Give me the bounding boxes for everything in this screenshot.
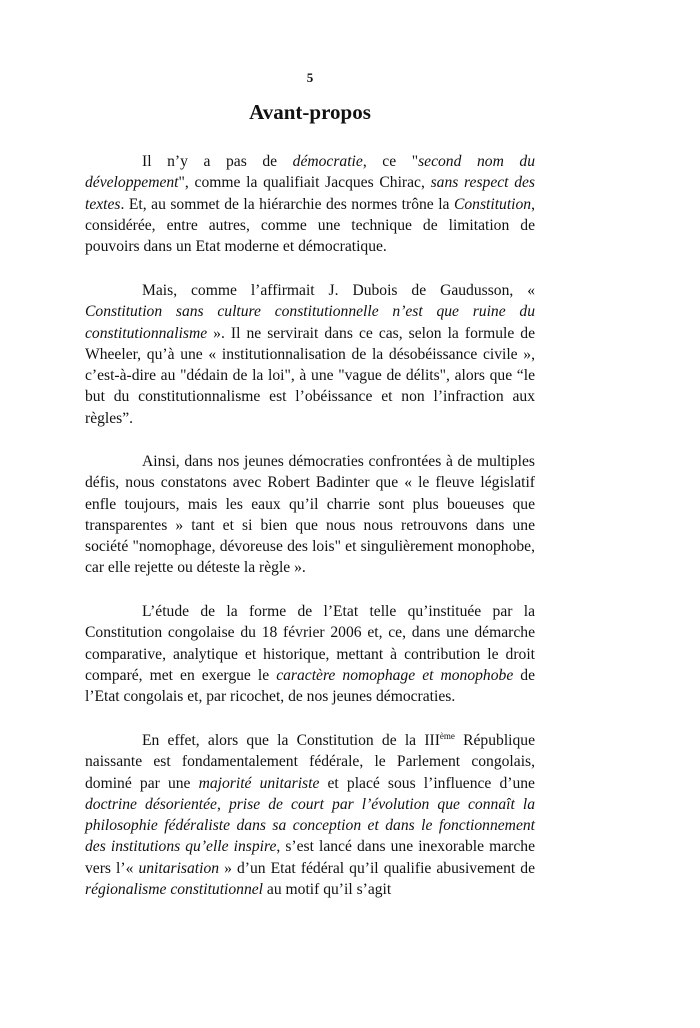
italic-text: régionalisme constitutionnel — [85, 881, 264, 899]
text-run: ", comme la qualifiait Jacques Chirac, — [178, 174, 431, 192]
superscript-text: ème — [439, 731, 455, 741]
italic-text: majorité unitariste — [198, 774, 320, 792]
text-run: . Et, au sommet de la hiérarchie des normes trône la — [120, 195, 454, 213]
text-run: , ce " — [362, 153, 419, 170]
text-run: L’étude de la forme de l’Etat telle qu’instituée par la Constitution congolaise du 18 février 2006 et, ce, dans une démarche comparative, analytique et historique, mettant à contribution le droit comparé, met en exergue le — [85, 603, 535, 684]
text-run: , — [216, 795, 229, 813]
text-run: , s’est lancé dans une inexorable marche vers l’« — [85, 838, 535, 877]
text-run: République naissante est fondamentalement fédérale, le Parlement congolais, dominé par une — [85, 732, 536, 792]
italic-text: Constitution — [453, 195, 532, 213]
italic-text: doctrine désorientée — [85, 795, 217, 813]
text-run: au motif qu’il s’agit — [263, 881, 392, 899]
italic-text: prise de court par l’évolution que connaît la philosophie fédéraliste dans sa conception et dans le fonctionnement des institutions qu’elle inspire — [85, 795, 536, 856]
paragraph-5 — [85, 730, 535, 900]
italic-text: Constitution sans culture constitutionnelle n’est que ruine du constitutionnalisme — [85, 303, 535, 342]
italic-text: démocratie — [292, 153, 363, 170]
italic-text: unitarisation — [138, 859, 220, 877]
page-title: Avant-propos — [249, 100, 371, 124]
text-run: de l’Etat congolais et, par ricochet, de nos jeunes démocraties. — [85, 666, 536, 706]
paragraph-3 — [85, 451, 535, 579]
text-run: » d’un Etat fédéral qu’il qualifie abusivement de — [219, 859, 535, 877]
text-run: En effet, alors que la Constitution de la III — [142, 732, 440, 749]
paragraph-1 — [85, 151, 535, 257]
paragraph-2 — [85, 280, 535, 429]
italic-text: second nom du développement — [85, 153, 536, 192]
text-run: Il n’y a pas de — [142, 153, 293, 170]
text-run: Mais, comme l’affirmait J. Dubois de Gaudusson, « — [142, 282, 535, 299]
text-run: et placé sous l’influence d’une — [319, 774, 535, 792]
text-run: Ainsi, dans nos jeunes démocraties confrontées à de multiples défis, nous constatons avec Robert Badinter que « le fleuve législatif enfle toujours, mais les eaux qu’il charrie sont plus boueuses que transparentes » tant et si bien que nous nous retrouvons dans une société "nomophage, dévoreuse des lois" et singulièrement monophobe, car elle rejette ou déteste la règle ». — [85, 453, 535, 577]
italic-text: sans respect des textes — [85, 174, 536, 213]
italic-text: caractère nomophage et monophobe — [276, 666, 514, 684]
text-run: ». Il ne servirait dans ce cas, selon la formule de Wheeler, qu’à une « institutionnalisation de la désobéissance civile », c’est-à-dire au "dédain de la loi", à une "vague de délits", alors que “le but du constitutionnalisme est l’obéissance et non l’infraction aux règles”. — [85, 324, 535, 427]
page-number: 5 — [306, 70, 314, 85]
paragraph-4 — [85, 601, 535, 707]
text-run: , considérée, entre autres, comme une technique de limitation de pouvoirs dans un Etat moderne et démocratique. — [85, 195, 535, 256]
